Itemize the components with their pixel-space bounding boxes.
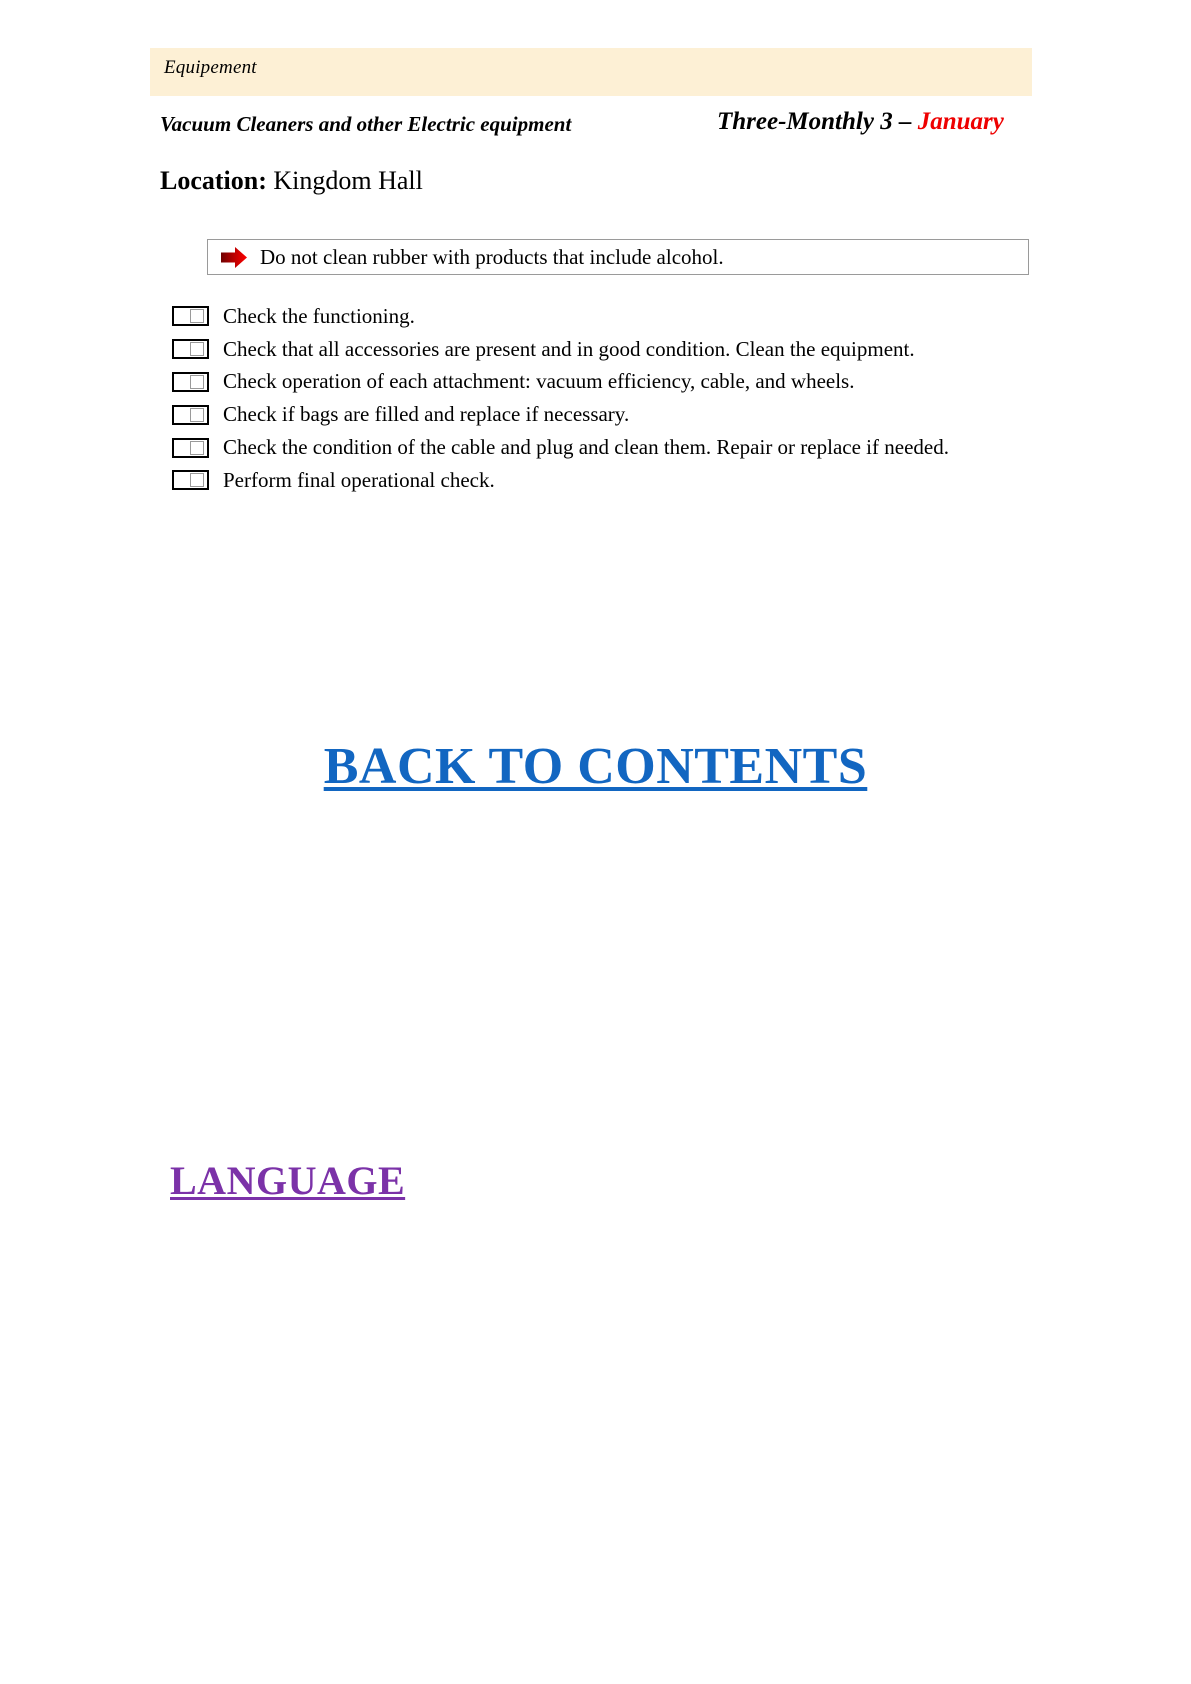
checklist-item-label: Check that all accessories are present and in good condition. Clean the equipment. (223, 336, 915, 361)
checklist-item[interactable] (172, 464, 1052, 497)
location-value: Kingdom Hall (266, 166, 423, 195)
location-label: Location: (160, 166, 267, 195)
title-row (160, 108, 1032, 146)
checklist-item[interactable] (172, 398, 1052, 431)
language-link-container (170, 1157, 405, 1204)
checklist-item[interactable] (172, 366, 1052, 399)
language-link[interactable]: LANGUAGE (170, 1158, 406, 1203)
checklist-item-label: Check the condition of the cable and plug and clean them. Repair or replace if needed. (223, 435, 949, 460)
location-row (160, 166, 423, 196)
checkbox-icon[interactable] (172, 372, 209, 392)
header-band-label: Equipement (164, 57, 257, 78)
back-to-contents-container (0, 737, 1191, 796)
checkbox-icon[interactable] (172, 306, 209, 326)
checklist-item-label: Check if bags are filled and replace if necessary. (223, 402, 630, 427)
checklist-item-label: Check operation of each attachment: vacuum efficiency, cable, and wheels. (223, 369, 855, 394)
checklist-item[interactable] (172, 431, 1052, 464)
checklist (172, 300, 1052, 497)
checklist-item-label: Perform final operational check. (223, 467, 495, 492)
header-band (150, 48, 1032, 96)
checklist-item[interactable] (172, 300, 1052, 333)
document-subject: Vacuum Cleaners and other Electric equipment (160, 112, 572, 136)
checkbox-icon[interactable] (172, 339, 209, 359)
period-prefix: Three-Monthly 3 – (717, 108, 918, 135)
back-to-contents-link[interactable]: BACK TO CONTENTS (323, 738, 868, 795)
checkbox-icon[interactable] (172, 438, 209, 458)
checklist-item[interactable] (172, 333, 1052, 366)
checkbox-icon[interactable] (172, 405, 209, 425)
warning-box (207, 239, 1029, 275)
warning-text: Do not clean rubber with products that include alcohol. (260, 245, 724, 269)
document-period (717, 108, 1004, 136)
checklist-item-label: Check the functioning. (223, 303, 415, 328)
period-month: January (917, 108, 1004, 135)
checkbox-icon[interactable] (172, 470, 209, 490)
red-right-arrow-icon (220, 246, 248, 269)
